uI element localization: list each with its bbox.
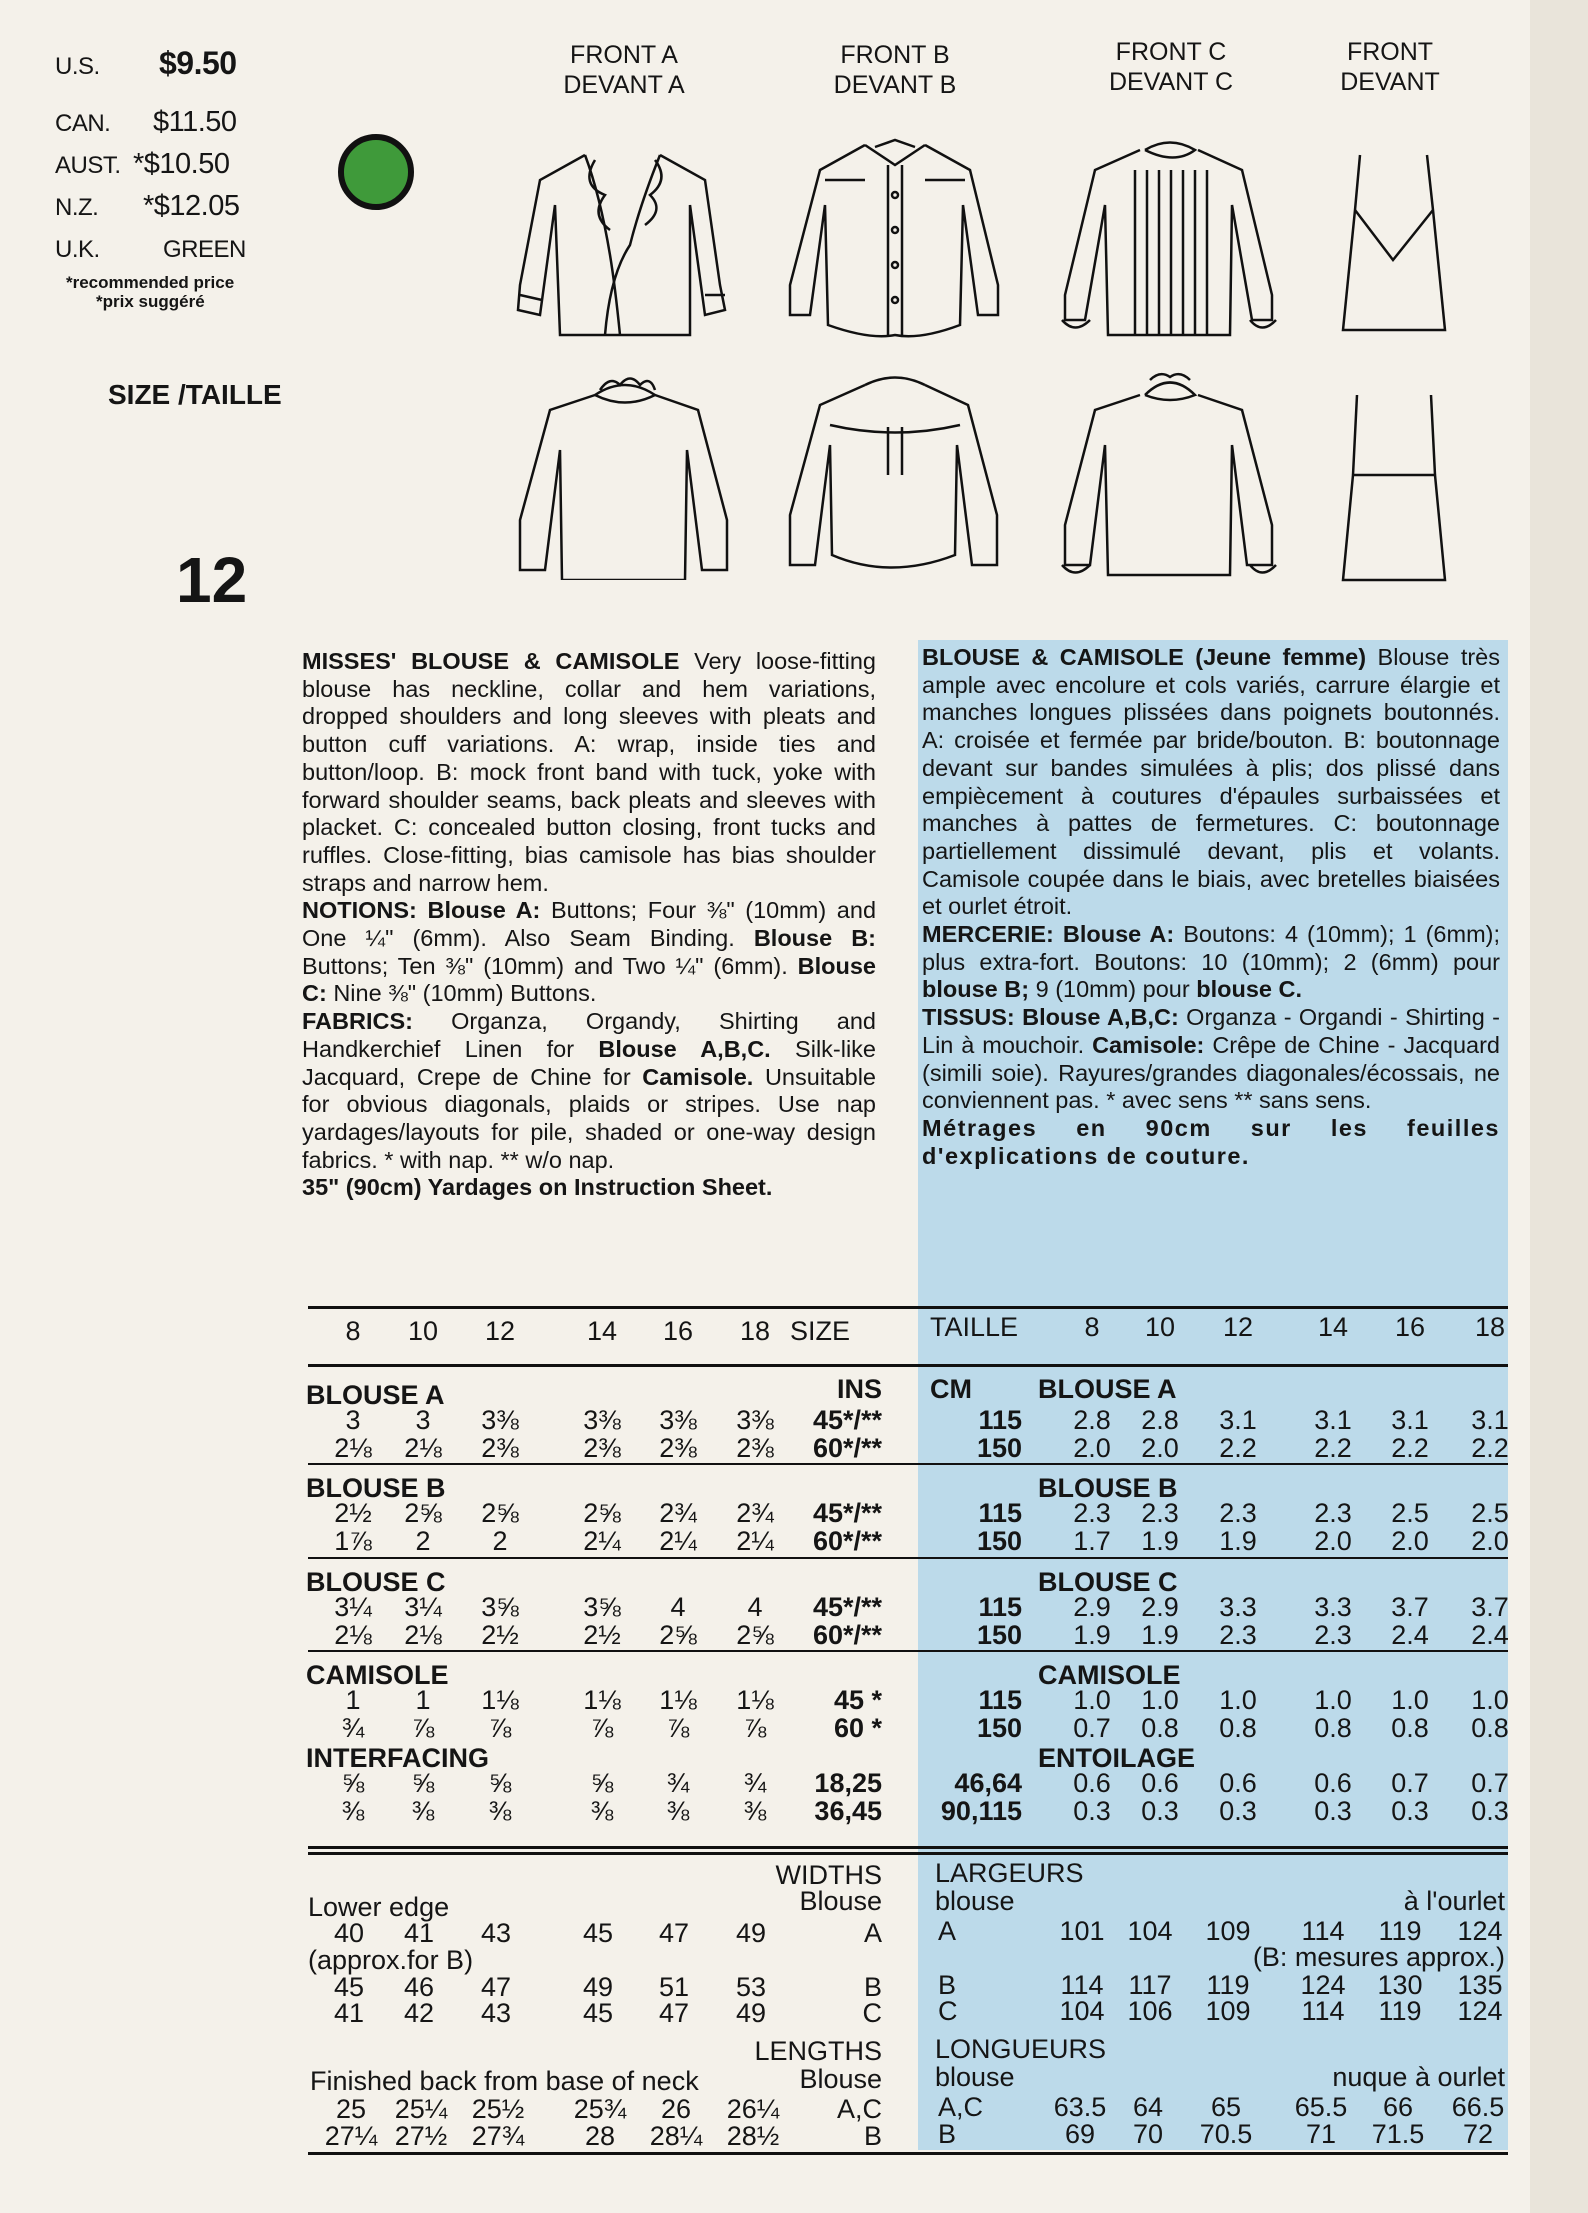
length-ins-cell: 28½ xyxy=(726,2121,780,2151)
cm-cell: 3.3 xyxy=(1219,1592,1257,1622)
ins-cell: 3⅜ xyxy=(659,1405,697,1435)
widths-title: WIDTHS xyxy=(775,1860,882,1890)
group-label-fr: BLOUSE A xyxy=(1038,1374,1177,1404)
width-cm-cell: 135 xyxy=(1457,1970,1503,2000)
cm-cell: 2.2 xyxy=(1471,1433,1509,1463)
cm-cell: 1.0 xyxy=(1073,1685,1111,1715)
size-header: 8 xyxy=(345,1316,361,1346)
green-dot-icon xyxy=(338,134,414,210)
price-can: CAN. $11.50 xyxy=(55,106,237,138)
size-value: 12 xyxy=(176,544,248,616)
ins-cell: 3 xyxy=(415,1405,431,1435)
width-ins-cell: 45 xyxy=(582,1918,614,1948)
lengths-title: LENGTHS xyxy=(754,2036,882,2066)
fabric-width-in: 45*/** xyxy=(812,1498,882,1528)
cm-cell: 0.6 xyxy=(1219,1768,1257,1798)
price-uk: U.K. GREEN xyxy=(55,236,246,263)
cm-cell: 2.8 xyxy=(1141,1405,1179,1435)
cm-cell: 2.2 xyxy=(1391,1433,1429,1463)
size-header: 14 xyxy=(586,1316,618,1346)
ins-cell: 2½ xyxy=(334,1498,372,1528)
fabric-width-in: 45*/** xyxy=(812,1405,882,1435)
cm-cell: 0.8 xyxy=(1219,1713,1257,1743)
fabric-width-in: 45 * xyxy=(833,1685,882,1715)
camisole-back-drawing xyxy=(1335,390,1455,585)
blouse-b-front-drawing xyxy=(780,135,1010,345)
taille-header: 12 xyxy=(1222,1312,1254,1342)
length-view-label: B xyxy=(863,2121,882,2151)
fabric-width-in: 60*/** xyxy=(812,1620,882,1650)
length-view-label-fr: B xyxy=(938,2119,957,2149)
ins-cell: 1 xyxy=(415,1685,431,1715)
table-rule xyxy=(308,1852,1508,1855)
ins-cell: ⅞ xyxy=(666,1713,690,1743)
width-cm-cell: 119 xyxy=(1378,1996,1422,2026)
width-view-label-fr: C xyxy=(938,1996,958,2026)
ins-cell: 2⅛ xyxy=(334,1433,372,1463)
width-view-label-fr: A xyxy=(938,1916,957,1946)
fabric-width-cm: 115 xyxy=(978,1405,1022,1435)
ins-cell: 2⅛ xyxy=(334,1620,372,1650)
width-ins-cell: 53 xyxy=(735,1972,767,2002)
length-view-label-fr: A,C xyxy=(938,2092,984,2122)
width-ins-cell: 49 xyxy=(735,1918,767,1948)
cm-cell: 2.8 xyxy=(1073,1405,1111,1435)
ins-cell: ⅜ xyxy=(743,1796,767,1826)
group-label-fr: BLOUSE C xyxy=(1038,1567,1178,1597)
width-ins-cell: 40 xyxy=(333,1918,365,1948)
width-cm-cell: 114 xyxy=(1301,1916,1345,1946)
table-rule xyxy=(308,1557,1508,1559)
fabric-width-cm: 150 xyxy=(976,1526,1022,1556)
width-cm-cell: 104 xyxy=(1059,1996,1105,2026)
group-label-fr: CAMISOLE xyxy=(1038,1660,1181,1690)
ins-header: INS xyxy=(836,1374,882,1404)
ins-cell: 3⅜ xyxy=(583,1405,621,1435)
ins-cell: 1⅛ xyxy=(481,1685,519,1715)
cm-cell: 1.9 xyxy=(1073,1620,1111,1650)
length-view-label: A,C xyxy=(836,2094,882,2124)
fabric-width-in: 45*/** xyxy=(812,1592,882,1622)
length-cm-cell: 69 xyxy=(1064,2119,1096,2149)
cm-cell: 1.9 xyxy=(1219,1526,1257,1556)
ins-cell: ⅝ xyxy=(488,1768,512,1798)
price-note-fr: *prix suggéré xyxy=(96,292,205,311)
cm-cell: 0.3 xyxy=(1141,1796,1179,1826)
taille-header: 16 xyxy=(1394,1312,1426,1342)
width-ins-cell: 47 xyxy=(480,1972,512,2002)
cm-cell: 2.0 xyxy=(1141,1433,1179,1463)
size-label: SIZE /TAILLE xyxy=(108,379,282,410)
group-label-en: INTERFACING xyxy=(306,1743,490,1773)
cm-cell: 0.7 xyxy=(1391,1768,1429,1798)
table-rule xyxy=(308,1650,1508,1652)
ins-cell: 2⅜ xyxy=(659,1433,697,1463)
width-cm-cell: 117 xyxy=(1128,1970,1172,2000)
cm-cell: 2.3 xyxy=(1219,1620,1257,1650)
length-cm-cell: 63.5 xyxy=(1053,2092,1107,2122)
cm-cell: 3.7 xyxy=(1471,1592,1509,1622)
approx-label-fr: (B: mesures approx.) xyxy=(1252,1942,1505,1972)
width-ins-cell: 41 xyxy=(403,1918,435,1948)
ins-cell: ⅜ xyxy=(666,1796,690,1826)
ins-cell: 1⅛ xyxy=(736,1685,774,1715)
width-ins-cell: 51 xyxy=(658,1972,690,2002)
finished-label: Finished back from base of neck xyxy=(310,2066,699,2096)
ins-cell: 3⅜ xyxy=(736,1405,774,1435)
width-cm-cell: 109 xyxy=(1205,1996,1251,2026)
cm-cell: 2.0 xyxy=(1471,1526,1509,1556)
length-cm-cell: 72 xyxy=(1462,2119,1494,2149)
width-view-label: C xyxy=(862,1998,882,2028)
cm-cell: 2.4 xyxy=(1471,1620,1509,1650)
ins-cell: ⅝ xyxy=(341,1768,365,1798)
cm-cell: 1.0 xyxy=(1314,1685,1352,1715)
cm-cell: 3.7 xyxy=(1391,1592,1429,1622)
ins-cell: 2⅝ xyxy=(404,1498,442,1528)
length-ins-cell: 26¼ xyxy=(726,2094,780,2124)
ins-cell: ⅝ xyxy=(590,1768,614,1798)
ins-cell: ⅞ xyxy=(411,1713,435,1743)
french-description: BLOUSE & CAMISOLE (Jeune femme) Blouse très ample avec encolure et cols variés, carrure élargie et manches longues plissées dans poignets boutonnés. A: croisée et fermée par bride/bouton. B: boutonnage devant sur bandes simulées à plis; dos plissé dans empiècement à coutures d'épaules surbaissées et manches à pattes de fermetures. C: boutonnage partiellement dissimulé devant, plis et volants. Camisole coupée dans le biais, avec bretelles biaisées et ourlet étroit. MERCERIE: Blouse A: Boutons: 4 (10mm); 1 (6mm); plus extra-fort. Boutons: 10 (10mm); 2 (6mm) pour blouse B; 9 (10mm) pour blouse C. TISSUS: Blouse A,B,C: Organza - Organdi - Shirting - Lin à mouchoir. Camisole: Crêpe de Chine - Jacquard (simili soie). Rayures/grandes diagonales/écossais, ne conviennent pas. * avec sens ** sans sens. Métrages en 90cm sur les feuilles d'explications de couture. xyxy=(922,644,1501,1169)
length-ins-cell: 28 xyxy=(584,2121,616,2151)
width-ins-cell: 49 xyxy=(735,1998,767,2028)
fabric-width-cm: 115 xyxy=(978,1592,1022,1622)
cm-cell: 2.2 xyxy=(1314,1433,1352,1463)
cm-cell: 0.6 xyxy=(1314,1768,1352,1798)
length-cm-cell: 71.5 xyxy=(1371,2119,1425,2149)
lower-edge-label: Lower edge xyxy=(308,1892,450,1922)
ins-cell: 1⅛ xyxy=(659,1685,697,1715)
ins-cell: 3⅝ xyxy=(583,1592,621,1622)
ins-cell: ⅝ xyxy=(411,1768,435,1798)
width-ins-cell: 45 xyxy=(582,1998,614,2028)
width-cm-cell: 119 xyxy=(1378,1916,1422,1946)
ins-cell: 2½ xyxy=(481,1620,519,1650)
group-label-fr: ENTOILAGE xyxy=(1038,1743,1196,1773)
width-ins-cell: 47 xyxy=(658,1918,690,1948)
fabric-width-in: 60*/** xyxy=(812,1433,882,1463)
ins-cell: 4 xyxy=(670,1592,686,1622)
fabric-width-cm: 150 xyxy=(976,1713,1022,1743)
ins-cell: 3⅜ xyxy=(481,1405,519,1435)
fabric-width-in: 18,25 xyxy=(814,1768,882,1798)
cm-cell: 0.8 xyxy=(1141,1713,1179,1743)
table-rule xyxy=(308,1846,1508,1849)
width-ins-cell: 46 xyxy=(403,1972,435,2002)
ins-cell: ⅞ xyxy=(488,1713,512,1743)
ins-cell: ⅞ xyxy=(743,1713,767,1743)
fabric-width-in: 60*/** xyxy=(812,1526,882,1556)
taille-header: 10 xyxy=(1144,1312,1176,1342)
table-rule xyxy=(308,1463,1508,1465)
price-aust: AUST. *$10.50 xyxy=(55,148,230,180)
ins-cell: 2⅝ xyxy=(481,1498,519,1528)
length-cm-cell: 70.5 xyxy=(1199,2119,1253,2149)
longueurs-note: nuque à ourlet xyxy=(1332,2062,1505,2092)
fabric-width-cm: 46,64 xyxy=(954,1768,1022,1798)
cm-cell: 2.3 xyxy=(1219,1498,1257,1528)
cm-cell: 3.3 xyxy=(1314,1592,1352,1622)
cm-cell: 0.8 xyxy=(1471,1713,1509,1743)
length-cm-cell: 66 xyxy=(1382,2092,1414,2122)
widths-sub: Blouse xyxy=(799,1886,882,1916)
table-rule-top xyxy=(308,1306,1508,1309)
group-label-en: BLOUSE A xyxy=(306,1380,445,1410)
largeurs-sub: blouse xyxy=(935,1886,1015,1916)
cm-cell: 2.4 xyxy=(1391,1620,1429,1650)
ins-cell: 2 xyxy=(415,1526,431,1556)
blouse-b-back-drawing xyxy=(780,365,1010,580)
width-view-label: B xyxy=(863,1972,882,2002)
width-cm-cell: 130 xyxy=(1377,1970,1423,2000)
lengths-sub: Blouse xyxy=(799,2064,882,2094)
cm-cell: 1.0 xyxy=(1391,1685,1429,1715)
size-header: 12 xyxy=(484,1316,516,1346)
cm-cell: 0.8 xyxy=(1314,1713,1352,1743)
price-us: U.S. $9.50 xyxy=(55,45,237,81)
width-ins-cell: 47 xyxy=(658,1998,690,2028)
ins-cell: 2⅛ xyxy=(404,1433,442,1463)
blouse-a-back-drawing xyxy=(510,370,740,580)
width-ins-cell: 49 xyxy=(582,1972,614,2002)
ins-cell: 2¼ xyxy=(583,1526,621,1556)
group-label-en: BLOUSE B xyxy=(306,1473,446,1503)
width-ins-cell: 41 xyxy=(333,1998,365,2028)
width-ins-cell: 45 xyxy=(333,1972,365,2002)
width-cm-cell: 114 xyxy=(1060,1970,1104,2000)
length-ins-cell: 25 xyxy=(335,2094,367,2124)
cm-cell: 2.5 xyxy=(1391,1498,1429,1528)
size-header: 16 xyxy=(662,1316,694,1346)
cm-cell: 1.7 xyxy=(1073,1526,1111,1556)
fabric-width-cm: 150 xyxy=(976,1433,1022,1463)
ins-cell: 1 xyxy=(345,1685,361,1715)
length-cm-cell: 70 xyxy=(1132,2119,1164,2149)
cm-cell: 0.8 xyxy=(1391,1713,1429,1743)
ins-cell: 4 xyxy=(747,1592,763,1622)
fabric-width-cm: 115 xyxy=(978,1685,1022,1715)
ins-cell: 2⅝ xyxy=(736,1620,774,1650)
cm-cell: 0.3 xyxy=(1471,1796,1509,1826)
price-nz: N.Z. *$12.05 xyxy=(55,190,240,222)
cm-cell: 2.9 xyxy=(1141,1592,1179,1622)
fabric-width-in: 60 * xyxy=(833,1713,882,1743)
ins-cell: 2⅜ xyxy=(736,1433,774,1463)
width-cm-cell: 106 xyxy=(1127,1996,1173,2026)
longueurs-sub: blouse xyxy=(935,2062,1015,2092)
largeurs-note: à l'ourlet xyxy=(1403,1886,1505,1916)
length-cm-cell: 64 xyxy=(1132,2092,1164,2122)
cm-cell: 0.3 xyxy=(1219,1796,1257,1826)
width-cm-cell: 104 xyxy=(1127,1916,1173,1946)
length-cm-cell: 65.5 xyxy=(1294,2092,1348,2122)
camisole-front-drawing xyxy=(1335,150,1455,340)
taille-header: 14 xyxy=(1317,1312,1349,1342)
ins-cell: ⅜ xyxy=(341,1796,365,1826)
ins-cell: ¾ xyxy=(666,1768,690,1798)
length-ins-cell: 28¼ xyxy=(649,2121,703,2151)
ins-cell: 2¼ xyxy=(659,1526,697,1556)
ins-cell: 2¾ xyxy=(659,1498,697,1528)
length-ins-cell: 25½ xyxy=(471,2094,525,2124)
view-label-front-camisole: FRONT DEVANT xyxy=(1340,38,1440,96)
longueurs-title: LONGUEURS xyxy=(935,2034,1107,2064)
cm-cell: 0.6 xyxy=(1141,1768,1179,1798)
view-label-front-b: FRONT B DEVANT B xyxy=(833,41,957,99)
ins-cell: 2⅝ xyxy=(583,1498,621,1528)
size-header: 18 xyxy=(739,1316,771,1346)
cm-cell: 0.3 xyxy=(1314,1796,1352,1826)
cm-cell: 0.7 xyxy=(1471,1768,1509,1798)
cm-cell: 3.1 xyxy=(1314,1405,1352,1435)
width-cm-cell: 101 xyxy=(1059,1916,1105,1946)
cm-cell: 1.0 xyxy=(1141,1685,1179,1715)
ins-cell: ⅜ xyxy=(488,1796,512,1826)
ins-cell: ¾ xyxy=(743,1768,767,1798)
cm-cell: 2.0 xyxy=(1391,1526,1429,1556)
length-ins-cell: 26 xyxy=(660,2094,692,2124)
cm-cell: 3.1 xyxy=(1219,1405,1257,1435)
ins-cell: 1⅛ xyxy=(583,1685,621,1715)
ins-cell: ⅞ xyxy=(590,1713,614,1743)
ins-cell: 3¼ xyxy=(404,1592,442,1622)
group-label-en: CAMISOLE xyxy=(306,1660,449,1690)
ins-cell: 2⅜ xyxy=(481,1433,519,1463)
length-ins-cell: 27¼ xyxy=(324,2121,378,2151)
cm-cell: 2.2 xyxy=(1219,1433,1257,1463)
price-note-en: *recommended price xyxy=(66,273,235,292)
taille-label-header: TAILLE xyxy=(930,1312,1019,1342)
blouse-c-front-drawing xyxy=(1050,135,1290,345)
cm-cell: 2.3 xyxy=(1314,1620,1352,1650)
size-label-header: SIZE xyxy=(789,1316,850,1346)
taille-header: 18 xyxy=(1474,1312,1506,1342)
view-label-front-a: FRONT A DEVANT A xyxy=(563,41,685,99)
width-cm-cell: 124 xyxy=(1457,1996,1503,2026)
cm-cell: 2.3 xyxy=(1073,1498,1111,1528)
ins-cell: 2⅜ xyxy=(583,1433,621,1463)
length-ins-cell: 27¾ xyxy=(471,2121,525,2151)
cm-cell: 1.0 xyxy=(1219,1685,1257,1715)
blouse-a-front-drawing xyxy=(510,135,740,345)
ins-cell: 3 xyxy=(345,1405,361,1435)
width-view-label-fr: B xyxy=(938,1970,957,2000)
cm-header: CM xyxy=(930,1374,972,1404)
cm-cell: 1.9 xyxy=(1141,1620,1179,1650)
width-ins-cell: 42 xyxy=(403,1998,435,2028)
cm-cell: 0.7 xyxy=(1073,1713,1111,1743)
length-ins-cell: 25¼ xyxy=(394,2094,448,2124)
largeurs-title: LARGEURS xyxy=(935,1858,1084,1888)
ins-cell: 2⅛ xyxy=(404,1620,442,1650)
ins-cell: ⅜ xyxy=(590,1796,614,1826)
ins-cell: ⅜ xyxy=(411,1796,435,1826)
fabric-width-cm: 115 xyxy=(978,1498,1022,1528)
ins-cell: 3⅝ xyxy=(481,1592,519,1622)
width-ins-cell: 43 xyxy=(480,1918,512,1948)
fabric-width-cm: 150 xyxy=(976,1620,1022,1650)
cm-cell: 2.0 xyxy=(1314,1526,1352,1556)
ins-cell: 2¾ xyxy=(736,1498,774,1528)
cm-cell: 1.0 xyxy=(1471,1685,1509,1715)
ins-cell: 2½ xyxy=(583,1620,621,1650)
length-ins-cell: 27½ xyxy=(394,2121,448,2151)
blouse-c-back-drawing xyxy=(1050,365,1290,580)
width-cm-cell: 119 xyxy=(1206,1970,1250,2000)
length-cm-cell: 71 xyxy=(1305,2119,1337,2149)
cm-cell: 2.3 xyxy=(1314,1498,1352,1528)
group-label-fr: BLOUSE B xyxy=(1038,1473,1178,1503)
cm-cell: 0.3 xyxy=(1391,1796,1429,1826)
cm-cell: 1.9 xyxy=(1141,1526,1179,1556)
cm-cell: 0.3 xyxy=(1073,1796,1111,1826)
length-ins-cell: 25¾ xyxy=(573,2094,627,2124)
cm-cell: 2.0 xyxy=(1073,1433,1111,1463)
cm-cell: 3.1 xyxy=(1471,1405,1509,1435)
width-ins-cell: 43 xyxy=(480,1998,512,2028)
table-rule xyxy=(308,2152,1508,2155)
ins-cell: 3¼ xyxy=(334,1592,372,1622)
ins-cell: 2⅝ xyxy=(659,1620,697,1650)
ins-cell: 2¼ xyxy=(736,1526,774,1556)
size-header: 10 xyxy=(407,1316,439,1346)
cm-cell: 3.1 xyxy=(1391,1405,1429,1435)
ins-cell: 1⅞ xyxy=(334,1526,372,1556)
width-cm-cell: 124 xyxy=(1300,1970,1346,2000)
width-cm-cell: 114 xyxy=(1301,1996,1345,2026)
width-cm-cell: 124 xyxy=(1457,1916,1503,1946)
fabric-width-cm: 90,115 xyxy=(940,1796,1022,1826)
taille-header: 8 xyxy=(1084,1312,1100,1342)
approx-label: (approx.for B) xyxy=(308,1945,474,1975)
group-label-en: BLOUSE C xyxy=(306,1567,446,1597)
view-label-front-c: FRONT C DEVANT C xyxy=(1108,38,1234,96)
ins-cell: ¾ xyxy=(341,1713,365,1743)
length-cm-cell: 65 xyxy=(1210,2092,1242,2122)
ins-cell: 2 xyxy=(492,1526,508,1556)
paper-edge xyxy=(1530,0,1588,2213)
length-cm-cell: 66.5 xyxy=(1451,2092,1505,2122)
width-cm-cell: 109 xyxy=(1205,1916,1251,1946)
width-view-label: A xyxy=(863,1918,882,1948)
cm-cell: 0.6 xyxy=(1073,1768,1111,1798)
fabric-width-in: 36,45 xyxy=(814,1796,882,1826)
cm-cell: 2.3 xyxy=(1141,1498,1179,1528)
table-rule xyxy=(308,1364,1508,1367)
english-description: MISSES' BLOUSE & CAMISOLE Very loose-fitting blouse has neckline, collar and hem variations, dropped shoulders and long sleeves with pleats and button cuff variations. A: wrap, inside ties and button/loop. B: mock front band with tuck, yoke with forward shoulder seams, back pleats and sleeves with placket. C: concealed button closing, front tucks and ruffles. Close-fitting, bias camisole has bias shoulder straps and narrow hem. NOTIONS: Blouse A: Buttons; Four ⅜" (10mm) and One ¼" (6mm). Also Seam Binding. Blouse B: Buttons; Ten ⅜" (10mm) and Two ¼" (6mm). Blouse C: Nine ⅜" (10mm) Buttons. FABRICS: Organza, Organdy, Shirting and Handkerchief Linen for Blouse A,B,C. Silk-like Jacquard, Crepe de Chine for Camisole. Unsuitable for obvious diagonals, plaids or stripes. Use nap yardages/layouts for pile, shaded or one-way design fabrics. * with nap. ** w/o nap. 35" (90cm) Yardages on Instruction Sheet. xyxy=(302,648,877,1201)
cm-cell: 2.9 xyxy=(1073,1592,1111,1622)
cm-cell: 2.5 xyxy=(1471,1498,1509,1528)
